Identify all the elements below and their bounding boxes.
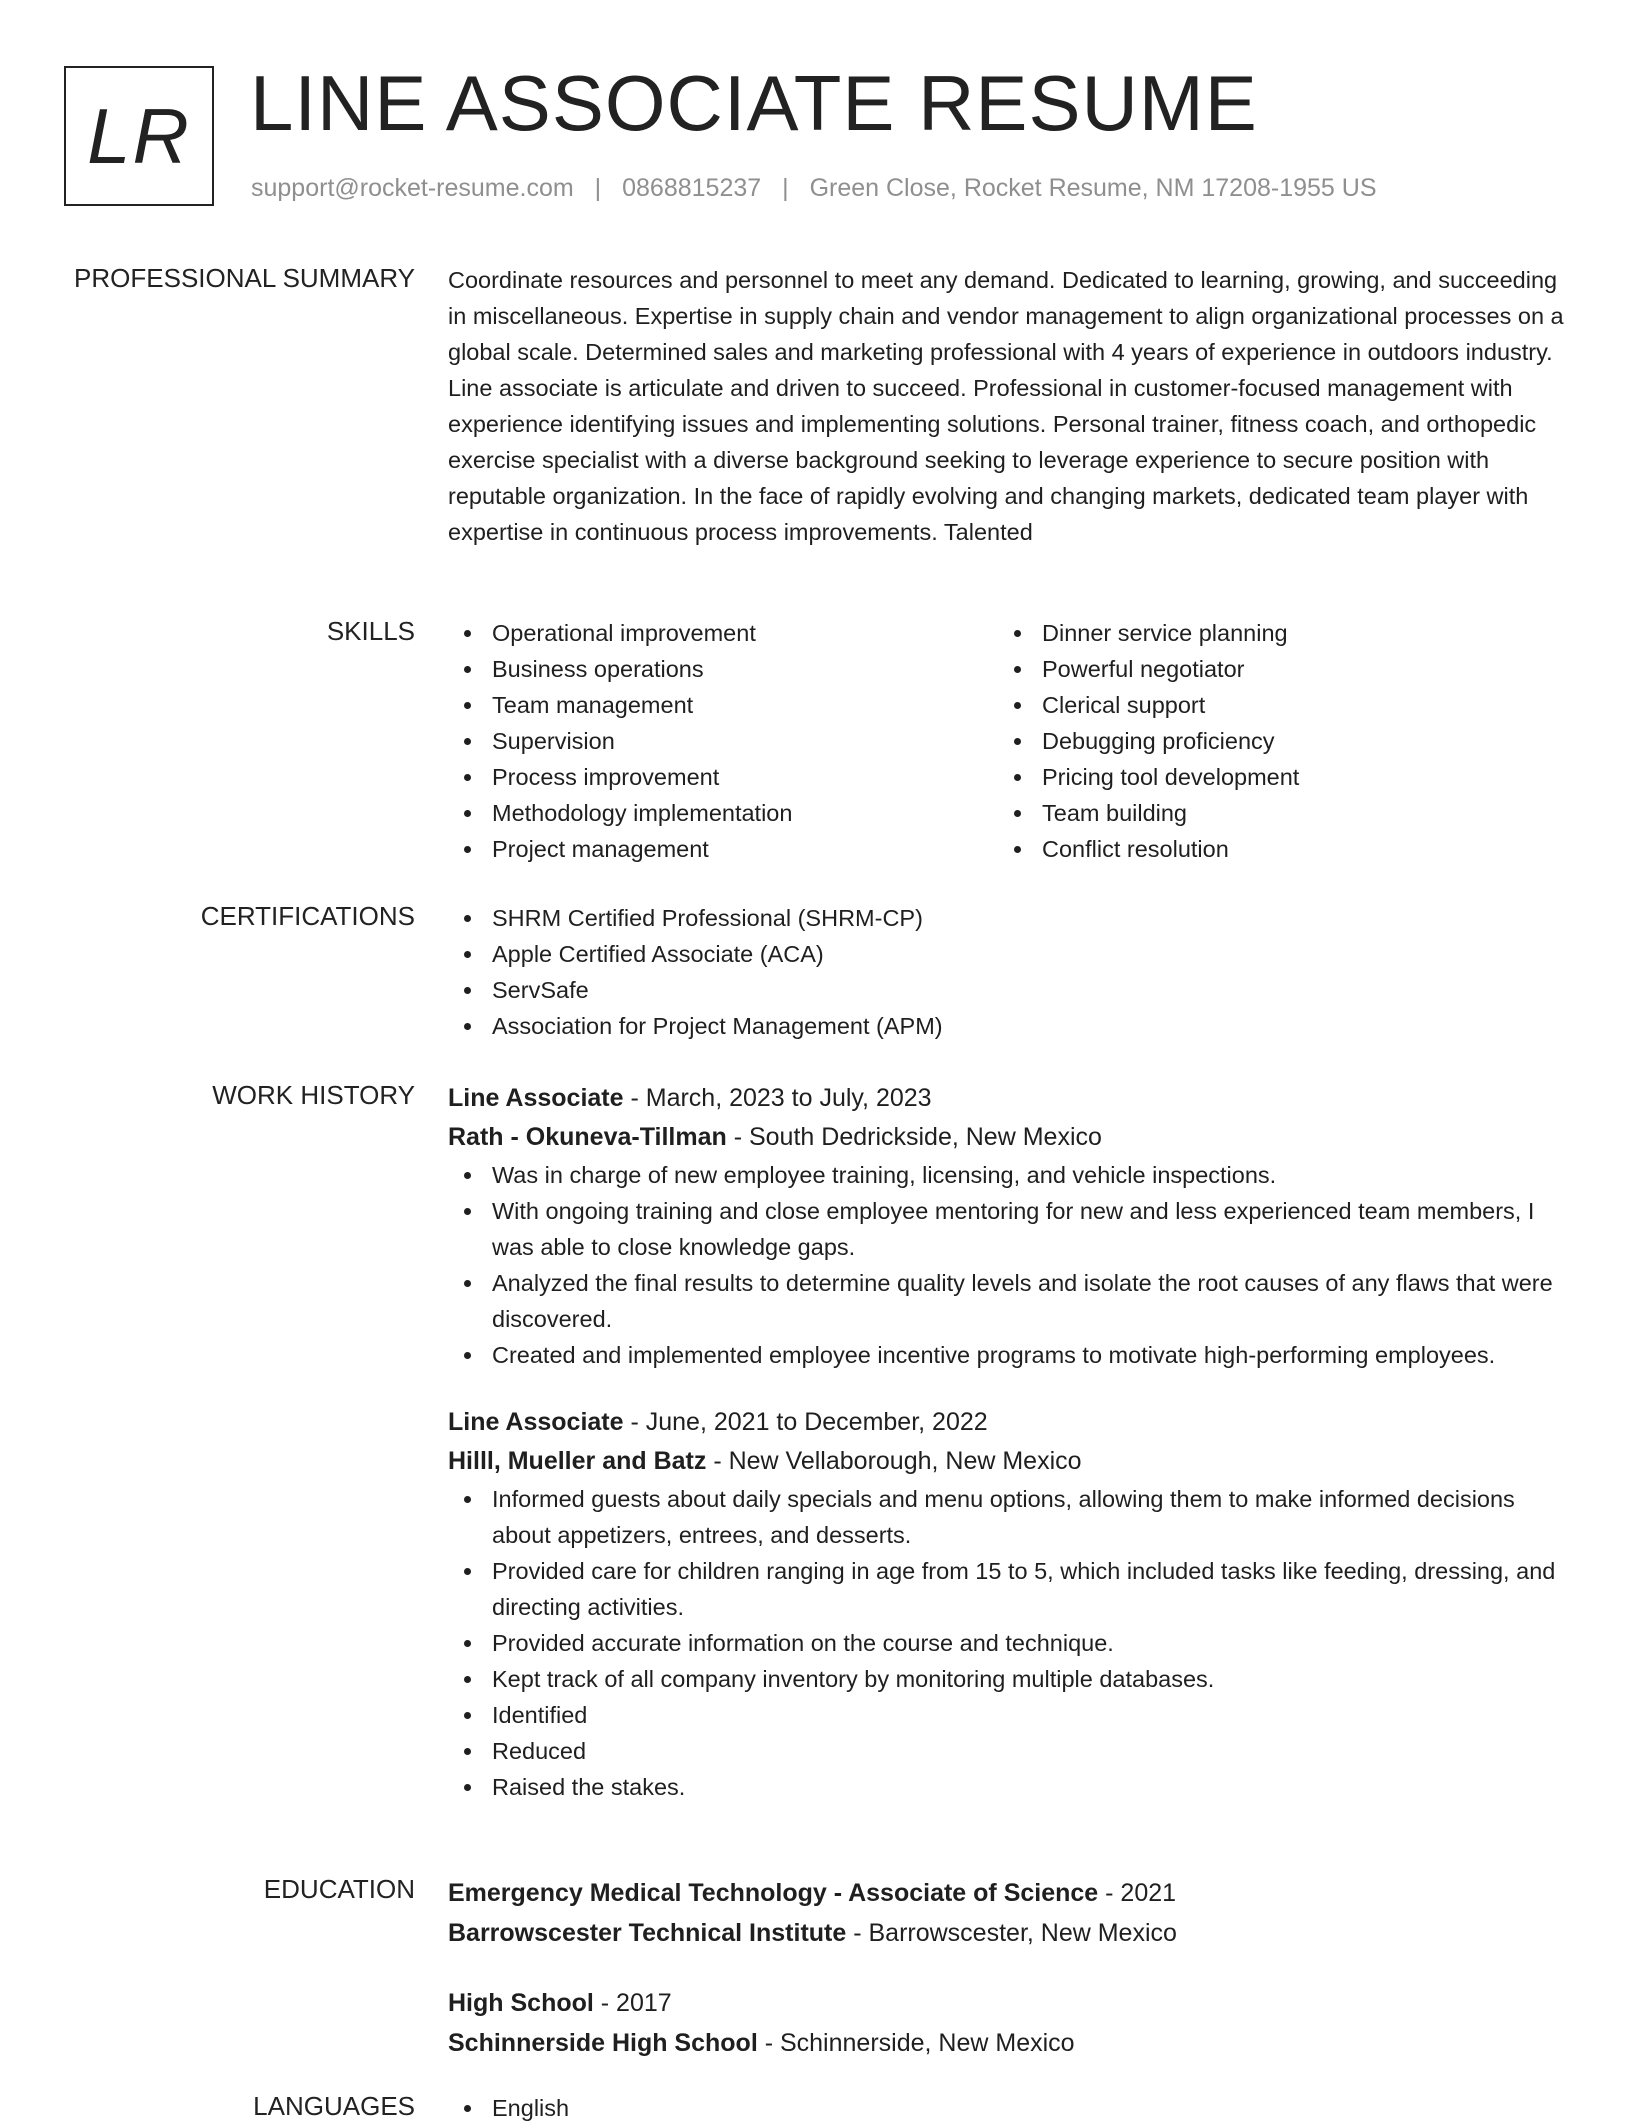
education-heading: EDUCATION	[263, 1874, 415, 1904]
job-duty-item: Provided care for children ranging in age from 15 to 5, which included tasks like feeding, dressing, and directing activities.	[448, 1553, 1568, 1625]
contact-address: Green Close, Rocket Resume, NM 17208-1955 US	[809, 174, 1377, 202]
certifications-body	[448, 900, 1568, 1044]
certifications-list	[448, 900, 1568, 1044]
skill-item: Dinner service planning	[998, 615, 1548, 651]
job-duty-item: Reduced	[448, 1733, 1568, 1769]
certification-item: Apple Certified Associate (ACA)	[448, 936, 1568, 972]
languages-list	[448, 2090, 1568, 2126]
education-year: - 2017	[593, 1989, 672, 2017]
skills-columns	[448, 615, 1568, 867]
skill-item: Project management	[448, 831, 998, 867]
education-school-line	[448, 1913, 1568, 1953]
job-dates: - March, 2023 to July, 2023	[623, 1084, 932, 1112]
job-duty-item: Informed guests about daily specials and menu options, allowing them to make informed decisions about appetizers, entrees, and desserts.	[448, 1481, 1568, 1553]
job-company: Rath - Okuneva-Tillman	[448, 1123, 727, 1151]
job-title-line	[448, 1403, 1568, 1442]
skill-item: Operational improvement	[448, 615, 998, 651]
education-school: Schinnerside High School	[448, 2029, 758, 2057]
skill-item: Clerical support	[998, 687, 1548, 723]
languages-body	[448, 2090, 1568, 2126]
skill-item: Methodology implementation	[448, 795, 998, 831]
certification-item: Association for Project Management (APM)	[448, 1008, 1568, 1044]
job-location: - South Dedrickside, New Mexico	[726, 1123, 1102, 1151]
job-duty-item: Created and implemented employee incentive programs to motivate high-performing employees.	[448, 1337, 1568, 1373]
skill-item: Powerful negotiator	[998, 651, 1548, 687]
education-school: Barrowscester Technical Institute	[448, 1919, 847, 1947]
education-school-line	[448, 2023, 1568, 2063]
job-duty-item: Identified	[448, 1697, 1568, 1733]
education-degree-line	[448, 1983, 1568, 2023]
skill-item: Supervision	[448, 723, 998, 759]
skill-item: Team building	[998, 795, 1548, 831]
job-duty-item: With ongoing training and close employee mentoring for new and less experienced team members, I was able to close knowledge gaps.	[448, 1193, 1568, 1265]
skill-item: Conflict resolution	[998, 831, 1548, 867]
contact-separator: |	[594, 174, 602, 202]
education-location: - Schinnerside, New Mexico	[757, 2029, 1075, 2057]
summary-text: Coordinate resources and personnel to meet any demand. Dedicated to learning, growing, and succeeding in miscellaneous. Expertise in supply chain and vendor management to align organizational processes on a global scale. Determined sales and marketing professional with 4 years of experience in outdoors industry. Line associate is articulate and driven to succeed. Professional in customer-focused management with experience identifying issues and implementing solutions. Personal trainer, fitness coach, and orthopedic exercise specialist with a diverse background seeking to leverage experience to secure position with reputable organization. In the face of rapidly evolving and changing markets, dedicated team player with expertise in continuous process improvements. Talented	[448, 267, 1564, 545]
job-title: Line Associate	[448, 1084, 624, 1112]
skills-list-right	[998, 615, 1548, 867]
job-dates: - June, 2021 to December, 2022	[623, 1408, 988, 1436]
job-company-line	[448, 1442, 1568, 1481]
skill-item: Process improvement	[448, 759, 998, 795]
job-location: - New Vellaborough, New Mexico	[706, 1447, 1082, 1475]
education-year: - 2021	[1098, 1879, 1177, 1907]
job-company-line	[448, 1118, 1568, 1157]
work-history-body	[448, 1079, 1568, 1835]
skills-list-left	[448, 615, 998, 867]
job-duties-list	[448, 1481, 1568, 1805]
job-duty-item: Was in charge of new employee training, licensing, and vehicle inspections.	[448, 1157, 1568, 1193]
job-title-line	[448, 1079, 1568, 1118]
languages-heading: LANGUAGES	[253, 2091, 415, 2121]
job-duty-item: Raised the stakes.	[448, 1769, 1568, 1805]
education-body	[448, 1873, 1568, 2093]
job-entry	[448, 1079, 1568, 1373]
language-item: English	[448, 2090, 1568, 2126]
education-entry	[448, 1873, 1568, 1953]
skill-item: Business operations	[448, 651, 998, 687]
skill-item: Pricing tool development	[998, 759, 1548, 795]
certifications-heading: CERTIFICATIONS	[200, 901, 415, 931]
certification-item: SHRM Certified Professional (SHRM-CP)	[448, 900, 1568, 936]
education-degree: Emergency Medical Technology - Associate of Science	[448, 1879, 1099, 1907]
job-duty-item: Provided accurate information on the course and technique.	[448, 1625, 1568, 1661]
skills-heading: SKILLS	[326, 616, 415, 646]
education-location: - Barrowscester, New Mexico	[846, 1919, 1177, 1947]
education-entry	[448, 1983, 1568, 2063]
contact-line	[251, 174, 1377, 203]
job-duties-list	[448, 1157, 1568, 1373]
resume-title: LINE ASSOCIATE RESUME	[250, 59, 1258, 147]
certification-item: ServSafe	[448, 972, 1568, 1008]
skill-item: Debugging proficiency	[998, 723, 1548, 759]
contact-separator: |	[782, 174, 789, 202]
job-company: Hilll, Mueller and Batz	[448, 1447, 707, 1475]
skill-item: Team management	[448, 687, 998, 723]
contact-phone[interactable]: 0868815237	[622, 174, 762, 202]
job-title: Line Associate	[448, 1408, 624, 1436]
contact-email[interactable]: support@rocket-resume.com	[251, 174, 574, 202]
summary-heading: PROFESSIONAL SUMMARY	[74, 263, 415, 293]
job-entry	[448, 1403, 1568, 1805]
education-degree: High School	[448, 1989, 594, 2017]
work-history-heading: WORK HISTORY	[212, 1080, 415, 1110]
monogram-logo: LR	[64, 66, 214, 206]
education-degree-line	[448, 1873, 1568, 1913]
job-duty-item: Analyzed the final results to determine quality levels and isolate the root causes of any flaws that were discovered.	[448, 1265, 1568, 1337]
job-duty-item: Kept track of all company inventory by monitoring multiple databases.	[448, 1661, 1568, 1697]
